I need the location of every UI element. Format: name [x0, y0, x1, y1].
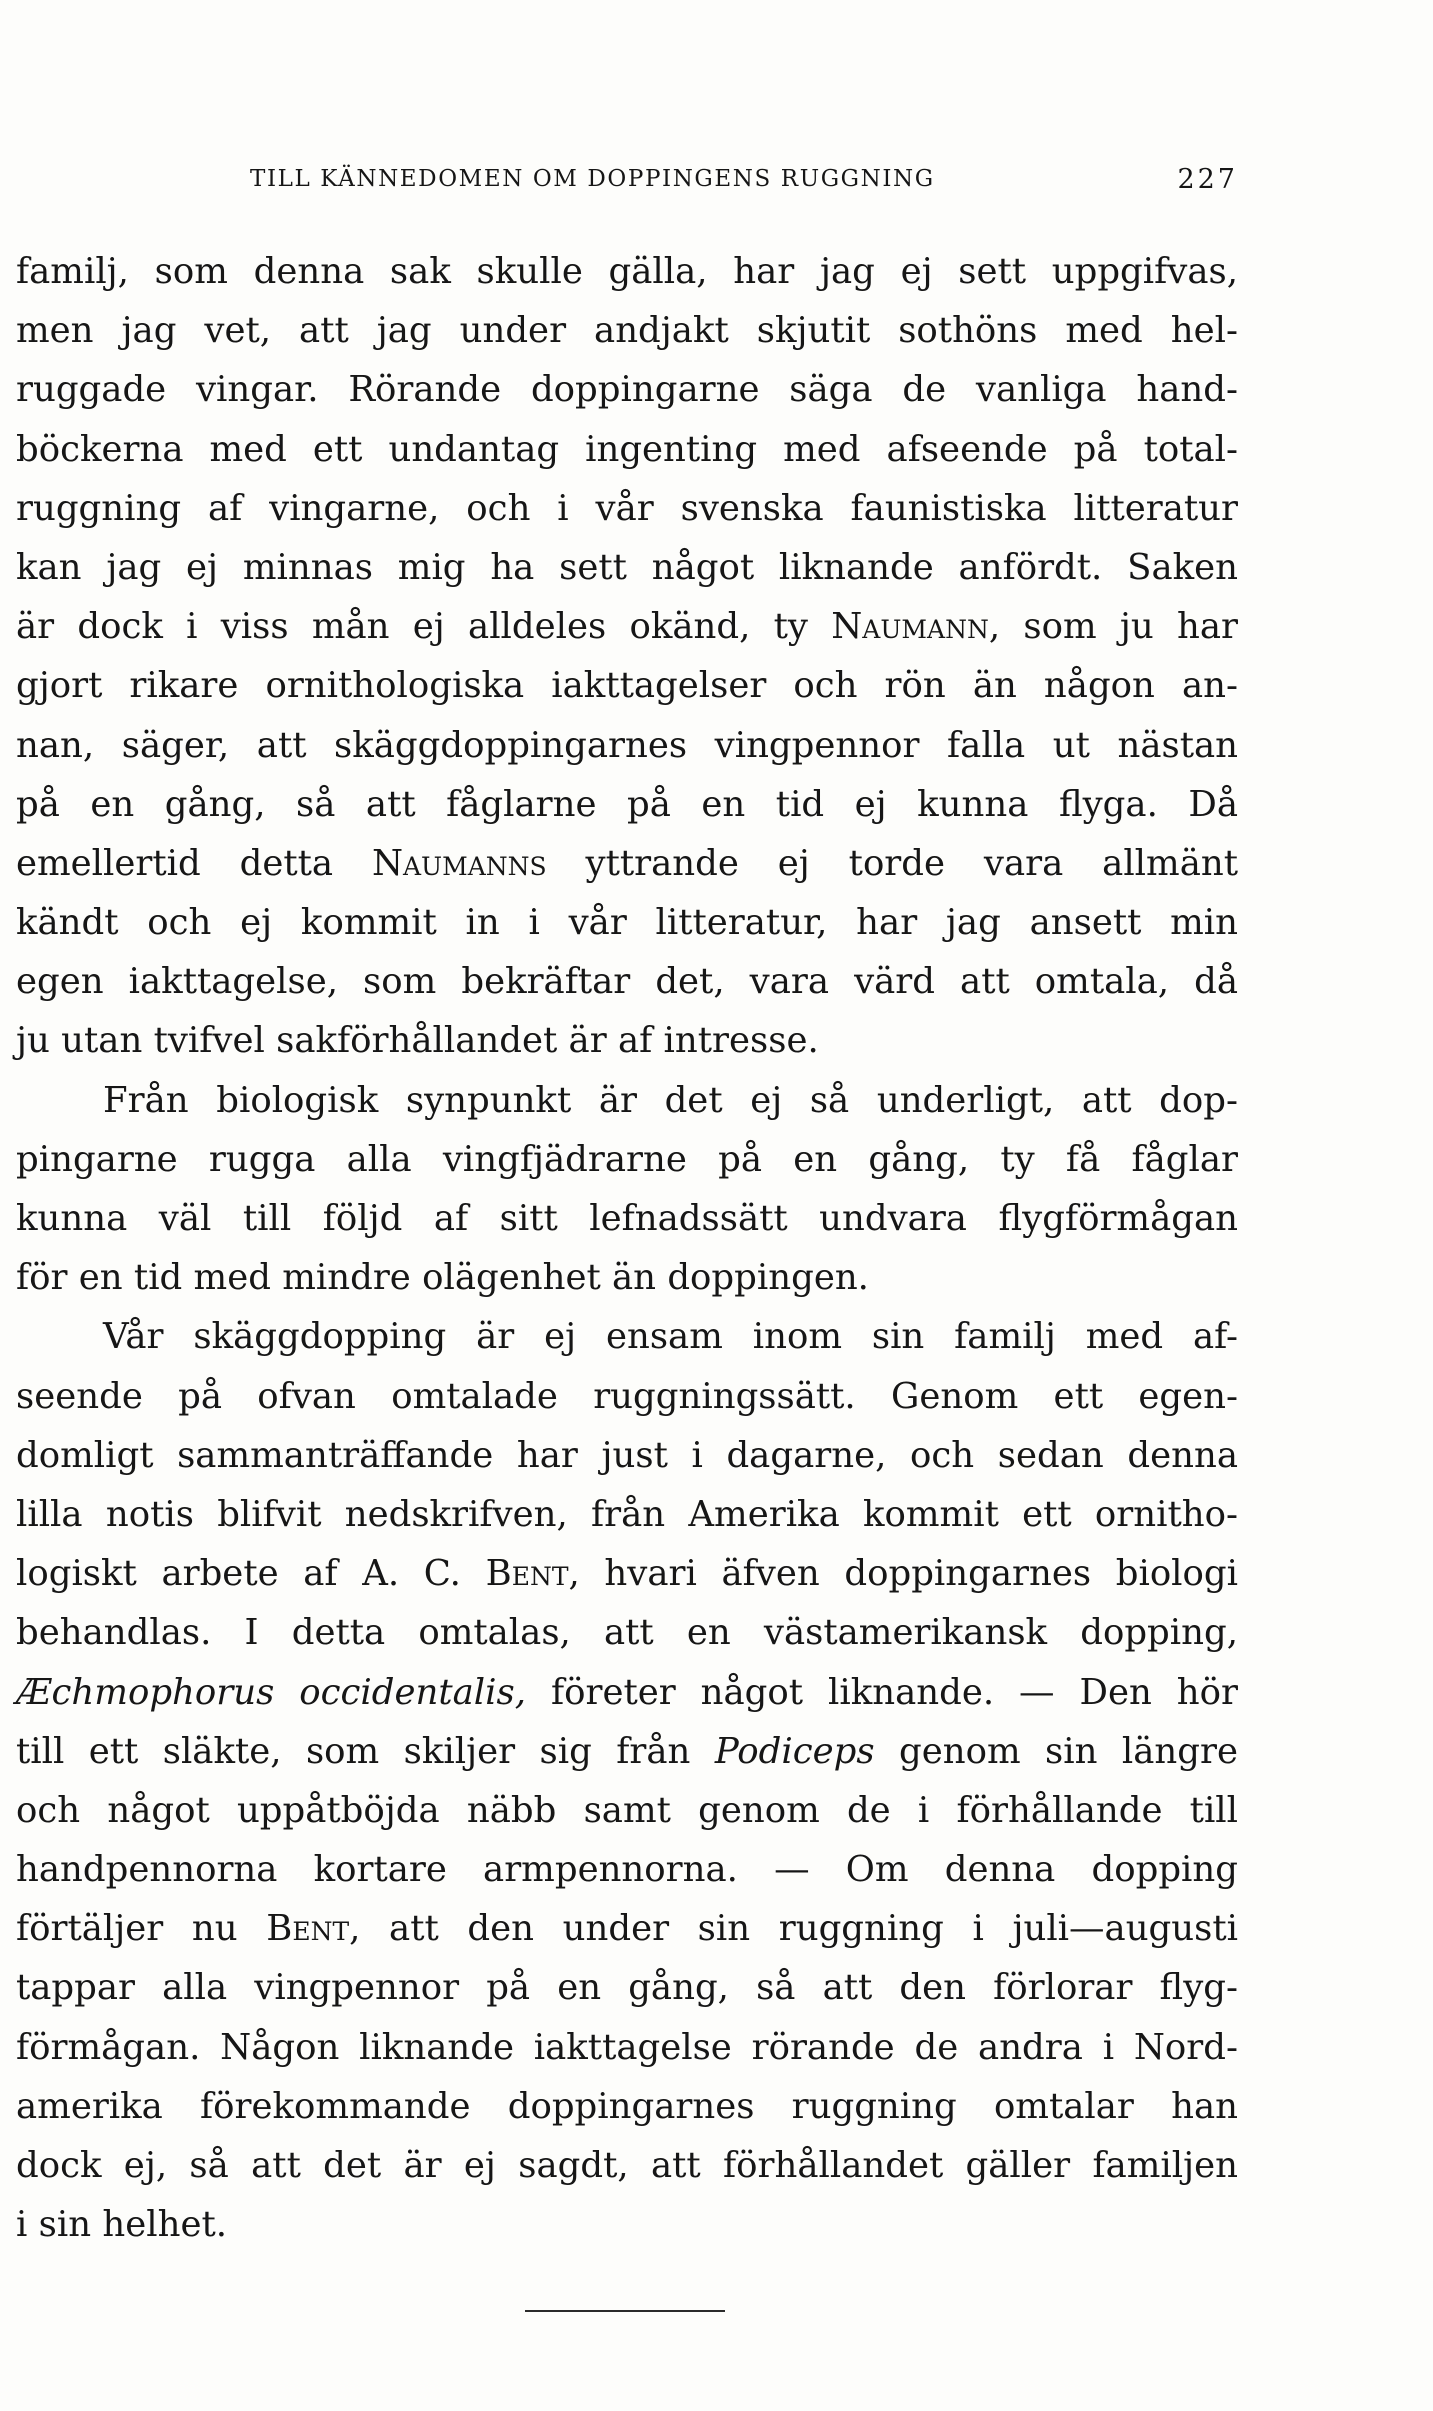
text-line: ju utan tvifvel sakförhållandet är af intresse.: [16, 1020, 819, 1062]
text-line: kan jag ej minnas mig ha sett något liknande anfördt. Saken: [16, 546, 1238, 588]
text-line: ruggning af vingarne, och i vår svenska faunistiska litteratur: [16, 487, 1238, 529]
author-name: Bent: [266, 1908, 350, 1950]
text-line: [16, 597, 1238, 656]
text-line: Vår skäggdopping är ej ensam inom sin familj med af-: [103, 1316, 1238, 1358]
section-end-rule: [525, 2310, 725, 2312]
text-line: nan, säger, att skäggdoppingarnes vingpennor falla ut nästan: [16, 724, 1238, 766]
text-line: [16, 1544, 1238, 1603]
text-line: egen iakttagelse, som bekräftar det, vara värd att omtala, då: [16, 961, 1238, 1003]
species-name: Æchmophorus occidentalis,: [16, 1671, 527, 1713]
line-text: emellertid detta: [16, 842, 372, 884]
text-line: gjort rikare ornithologiska iakttagelser och rön än någon an-: [16, 665, 1238, 707]
line-text: , att den under sin ruggning i juli—augusti: [349, 1908, 1238, 1950]
text-line: handpennorna kortare armpennorna. — Om denna dopping: [16, 1849, 1238, 1891]
body-text: [16, 242, 1238, 2254]
author-name: Naumann: [831, 606, 989, 648]
text-line: amerika förekommande doppingarnes ruggning omtalar han: [16, 2085, 1238, 2127]
line-text: är dock i viss mån ej alldeles okänd, ty: [16, 606, 832, 648]
text-line: och något uppåtböjda näbb samt genom de i förhållande till: [16, 1789, 1238, 1831]
line-text: logiskt arbete af A. C.: [16, 1553, 486, 1595]
text-line: [16, 1722, 1238, 1781]
text-line: [16, 1899, 1238, 1958]
text-line: lilla notis blifvit nedskrifven, från Amerika kommit ett ornitho-: [16, 1493, 1238, 1535]
text-line: [16, 1663, 1238, 1722]
line-text: , hvari äfven doppingarnes biologi: [568, 1553, 1238, 1595]
page-number: 227: [1177, 164, 1238, 195]
text-line: kunna väl till följd af sitt lefnadssätt undvara flygförmågan: [16, 1198, 1238, 1239]
running-header: [250, 166, 1238, 202]
text-line: domligt sammanträffande har just i dagarne, och sedan denna: [16, 1434, 1238, 1476]
text-line: tappar alla vingpennor på en gång, så att den förlorar flyg-: [16, 1967, 1238, 2009]
text-line: men jag vet, att jag under andjakt skjutit sothöns med hel-: [16, 310, 1238, 352]
line-text: , som ju har: [988, 606, 1238, 648]
text-line: dock ej, så att det är ej sagdt, att förhållandet gäller familjen: [16, 2145, 1238, 2186]
genus-name: Podiceps: [714, 1730, 875, 1772]
line-text: yttrande ej torde vara allmänt: [546, 842, 1238, 884]
author-name: Bent: [485, 1553, 569, 1595]
text-line: Från biologisk synpunkt är det ej så underligt, att dop-: [103, 1079, 1238, 1121]
text-line: familj, som denna sak skulle gälla, har jag ej sett uppgifvas,: [16, 251, 1238, 292]
line-text: förtäljer nu: [16, 1908, 267, 1950]
text-line: kändt och ej kommit in i vår litteratur, har jag ansett min: [16, 902, 1238, 944]
text-line: behandlas. I detta omtalas, att en västamerikansk dopping,: [16, 1612, 1238, 1654]
text-line: på en gång, så att fåglarne på en tid ej kunna flyga. Då: [16, 783, 1238, 825]
line-text: företer något liknande. — Den hör: [526, 1671, 1238, 1713]
text-line: i sin helhet.: [16, 2204, 228, 2246]
text-line: böckerna med ett undantag ingenting med afseende på total-: [16, 428, 1238, 470]
text-line: ruggade vingar. Rörande doppingarne säga de vanliga hand-: [16, 369, 1238, 411]
text-line: pingarne rugga alla vingfjädrarne på en gång, ty få fåglar: [16, 1138, 1238, 1180]
text-line: [16, 834, 1238, 893]
text-line: seende på ofvan omtalade ruggningssätt. Genom ett egen-: [16, 1375, 1238, 1417]
line-text: till ett släkte, som skiljer sig från: [16, 1730, 715, 1772]
running-title: TILL KÄNNEDOMEN OM DOPPINGENS RUGGNING: [250, 166, 935, 192]
line-text: genom sin längre: [874, 1730, 1238, 1772]
author-name: Naumanns: [371, 842, 547, 884]
text-line: förmågan. Någon liknande iakttagelse rörande de andra i Nord-: [16, 2026, 1238, 2068]
text-line: för en tid med mindre olägenhet än doppingen.: [16, 1257, 869, 1299]
